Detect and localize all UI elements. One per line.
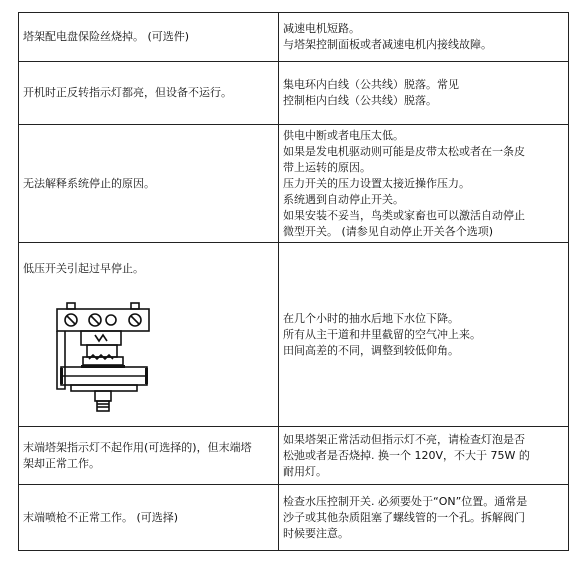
table-row — [19, 427, 569, 485]
solution-cell — [279, 427, 569, 485]
solution-line: 微型开关。 (请参见自动停止开关各个选项) — [283, 224, 494, 238]
problem-cell — [19, 62, 279, 125]
problem-cell — [19, 13, 279, 62]
solution-line: 田间高差的不同，调整到较低仰角。 — [283, 343, 459, 357]
problem-cell — [19, 243, 279, 427]
problem-cell — [19, 485, 279, 551]
solution-cell — [279, 125, 569, 243]
problem-text: 末端喷枪不正常工作。 (可选择) — [23, 510, 179, 524]
troubleshooting-table — [18, 12, 569, 551]
solution-line: 松弛或者是否烧掉. 换一个 120V，不大于 75W 的 — [283, 448, 530, 462]
solution-line: 带上运转的原因。 — [283, 160, 371, 174]
pressure-switch-illustration — [51, 301, 161, 413]
solution-cell — [279, 243, 569, 427]
solution-line: 如果是发电机驱动则可能是皮带太松或者在一条皮 — [283, 144, 525, 158]
solution-line: 耐用灯。 — [283, 464, 327, 478]
problem-text: 架却正常工作。 — [23, 456, 100, 470]
table-row — [19, 62, 569, 125]
solution-line: 检查水压控制开关. 必须要处于“ON”位置。通常是 — [283, 494, 528, 508]
solution-line: 如果安装不妥当，鸟类或家畜也可以激活自动停止 — [283, 208, 525, 222]
problem-text: 无法解释系统停止的原因。 — [23, 176, 155, 190]
table-row — [19, 125, 569, 243]
solution-cell — [279, 62, 569, 125]
solution-line: 减速电机短路。 — [283, 22, 360, 35]
solution-line: 控制柜内白线（公共线）脱落。 — [283, 94, 437, 107]
solution-line: 集电环内白线（公共线）脱落。常见 — [283, 78, 459, 91]
solution-line: 压力开关的压力设置太接近操作压力。 — [283, 176, 470, 190]
problem-text: 末端塔架指示灯不起作用(可选择的)，但末端塔 — [23, 440, 252, 454]
problem-text: 低压开关引起过早停止。 — [23, 261, 144, 275]
problem-text: 开机时正反转指示灯都亮，但设备不运行。 — [23, 86, 232, 99]
problem-text: 塔架配电盘保险丝烧掉。 (可选件) — [23, 30, 190, 43]
solution-line: 供电中断或者电压太低。 — [283, 128, 404, 142]
table-row — [19, 485, 569, 551]
solution-line: 与塔架控制面板或者减速电机内接线故障。 — [283, 38, 492, 51]
table-row — [19, 13, 569, 62]
solution-cell — [279, 485, 569, 551]
problem-cell — [19, 427, 279, 485]
solution-line: 如果塔架正常活动但指示灯不亮，请检查灯泡是否 — [283, 432, 525, 446]
solution-line: 系统遇到自动停止开关。 — [283, 192, 404, 206]
table-row — [19, 243, 569, 427]
solution-line: 沙子或其他杂质阻塞了螺线管的一个孔。拆解阀门 — [283, 510, 525, 524]
solution-line: 所有从主干道和井里截留的空气冲上来。 — [283, 327, 481, 341]
solution-line: 时候要注意。 — [283, 526, 349, 540]
solution-cell — [279, 13, 569, 62]
problem-cell — [19, 125, 279, 243]
solution-line: 在几个小时的抽水后地下水位下降。 — [283, 311, 459, 325]
